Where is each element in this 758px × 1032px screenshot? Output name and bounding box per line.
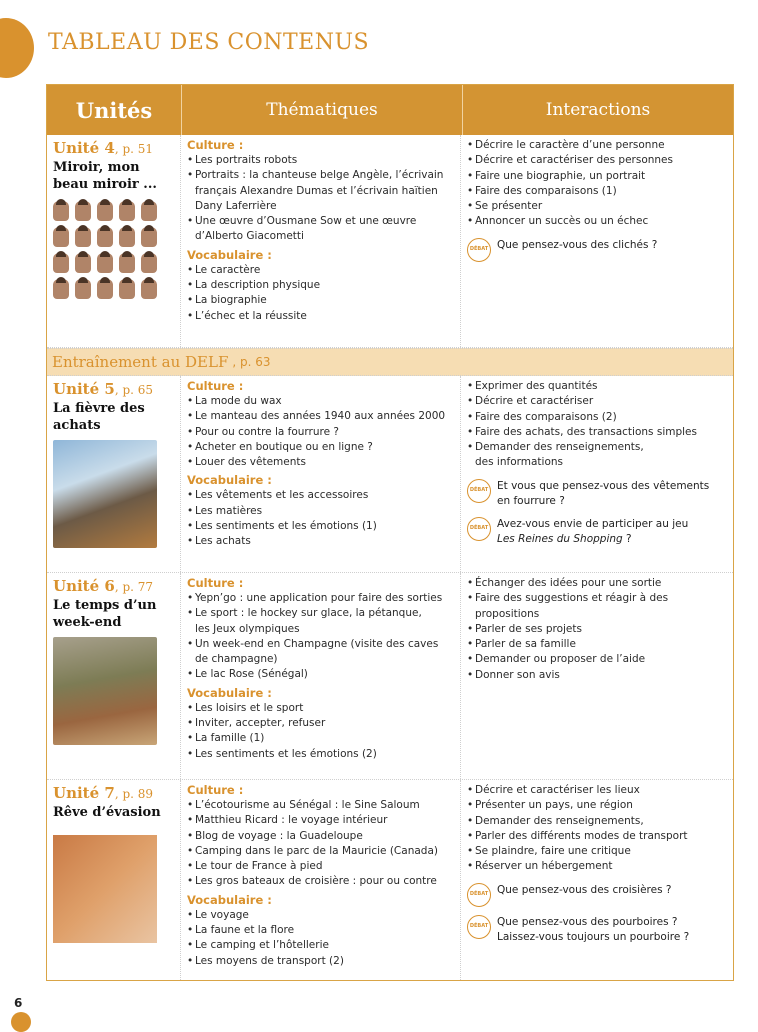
vocabulary-item-list: [187, 908, 456, 969]
unit-row: [47, 135, 733, 348]
culture-item: [187, 394, 456, 409]
culture-item-text: les Jeux olympiques: [195, 622, 300, 635]
culture-item: [187, 440, 456, 455]
culture-item: [187, 844, 456, 859]
culture-item-list: [187, 153, 456, 245]
unit-title-line: Rêve d’évasion: [53, 805, 161, 820]
culture-item-text: • Le tour de France à pied: [195, 860, 323, 873]
unit-heading: [53, 784, 180, 803]
vocabulary-item-text: • L’échec et la réussite: [195, 309, 307, 322]
unit-number: Unité 4: [53, 139, 115, 157]
portrait-photo: [53, 279, 69, 299]
interaction-item-list: [467, 576, 727, 683]
vocabulary-item-text: • Les matières: [195, 504, 263, 517]
themes-cell: [181, 376, 461, 572]
interaction-item-text: • Réserver un hébergement: [475, 860, 613, 873]
vocabulary-item-text: • La famille (1): [195, 732, 265, 745]
vocabulary-item-list: [187, 263, 456, 324]
culture-label: Culture :: [187, 379, 244, 393]
culture-label: Culture :: [187, 138, 244, 152]
interaction-item-text: • Demander des renseignements,: [475, 441, 644, 454]
vocabulary-item: [187, 747, 456, 762]
unit-page: , p. 65: [114, 383, 154, 397]
culture-item: [187, 455, 456, 470]
culture-item-text: • Le manteau des années 1940 aux années 2000: [195, 410, 446, 423]
shopping-mall-photo: [53, 440, 157, 548]
culture-item: [187, 667, 456, 682]
unit-cell: [47, 780, 181, 980]
debate-text: [497, 883, 671, 898]
culture-item: [187, 874, 456, 889]
vocabulary-item-text: • Le voyage: [195, 908, 249, 921]
unit-title: [53, 400, 180, 434]
culture-item-list: [187, 394, 456, 470]
vocabulary-item: [187, 263, 456, 278]
interaction-item-text: • Échanger des idées pour une sortie: [475, 577, 662, 589]
unit-page: , p. 77: [114, 580, 154, 594]
unit-title-line: Miroir, mon: [53, 160, 140, 175]
portrait-photo: [75, 279, 91, 299]
themes-cell: [181, 780, 461, 980]
interaction-item-text: • Parler des différents modes de transport: [475, 829, 688, 842]
culture-item-list: [187, 798, 456, 890]
header-units: Unités: [47, 85, 182, 135]
vocabulary-item-text: • La faune et la flore: [195, 924, 295, 937]
unit-heading: [53, 380, 180, 399]
portrait-photo: [141, 253, 157, 273]
chapter-tab-marker: [0, 18, 34, 78]
unit-title: [53, 159, 180, 193]
debate-question: Avez-vous envie de participer au jeu: [497, 517, 689, 530]
debate-text: [497, 479, 709, 509]
interaction-item: [467, 637, 727, 652]
vocabulary-item-text: • Les moyens de transport (2): [195, 954, 344, 967]
interaction-item-text: • Décrire et caractériser: [475, 395, 594, 408]
vocabulary-item-text: • Les sentiments et les émotions (2): [195, 747, 377, 760]
header-themes: Thématiques: [182, 85, 463, 135]
unit-number: Unité 7: [53, 784, 115, 802]
vocabulary-item: [187, 534, 456, 549]
debate-question-cont: Laissez-vous toujours un pourboire ?: [497, 930, 690, 943]
vocabulary-item-list: [187, 701, 456, 762]
vocabulary-item: [187, 278, 456, 293]
interaction-item-list: [467, 138, 727, 230]
debate-question: Et vous que pensez-vous des vêtements: [497, 479, 710, 492]
vocabulary-label: Vocabulaire :: [187, 685, 272, 700]
culture-item-text: • Le lac Rose (Sénégal): [195, 668, 308, 681]
debate-prompt: [467, 883, 727, 907]
vocabulary-item: [187, 731, 456, 746]
interaction-item-text: • Décrire et caractériser les lieux: [475, 784, 640, 796]
interaction-item: [467, 394, 727, 409]
interaction-item-text: • Faire une biographie, un portrait: [475, 169, 646, 182]
vocabulary-item-text: • Inviter, accepter, refuser: [195, 717, 326, 730]
culture-item-text: • Les portraits robots: [195, 154, 298, 166]
interaction-item: [467, 783, 727, 798]
debate-icon: DÉBAT: [467, 883, 491, 907]
table-header: [47, 85, 733, 135]
culture-item: [187, 168, 456, 214]
unit-page: , p. 89: [114, 787, 154, 801]
debate-prompt: [467, 517, 727, 547]
portrait-photo: [97, 227, 113, 247]
portrait-photo: [53, 253, 69, 273]
interaction-item: [467, 184, 727, 199]
interaction-item: [467, 668, 727, 683]
unit-title-line: beau miroir ...: [53, 177, 157, 192]
culture-item: [187, 829, 456, 844]
debate-text: [497, 915, 689, 945]
culture-item: [187, 425, 456, 440]
portrait-photo: [97, 201, 113, 221]
themes-cell: [181, 135, 461, 347]
debate-icon: DÉBAT: [467, 517, 491, 541]
interaction-item: [467, 379, 727, 394]
unit-cell: [47, 376, 181, 572]
portrait-photo: [75, 227, 91, 247]
contents-table: [46, 84, 734, 981]
unit-title: [53, 804, 180, 821]
interaction-item: [467, 622, 727, 637]
debate-prompt: [467, 915, 727, 945]
culture-item: [187, 214, 456, 245]
interaction-item-text: • Se présenter: [475, 200, 543, 213]
unit-title-line: La fièvre des: [53, 401, 145, 416]
culture-item-text: • Louer des vêtements: [195, 456, 306, 469]
vocabulary-item-text: • La description physique: [195, 279, 321, 292]
interaction-item: [467, 214, 727, 229]
vocabulary-item: [187, 488, 456, 503]
interaction-item-text: • Demander ou proposer de l’aide: [475, 653, 646, 666]
portrait-photo: [97, 279, 113, 299]
unit-title-line: week-end: [53, 615, 122, 630]
vocabulary-item: [187, 519, 456, 534]
interaction-item-list: [467, 379, 727, 471]
picnic-photo: [53, 637, 157, 745]
unit-row: [47, 573, 733, 780]
culture-item: [187, 859, 456, 874]
debate-prompt: [467, 479, 727, 509]
interaction-item: [467, 814, 727, 829]
interactions-cell: [461, 135, 731, 347]
unit-number: Unité 6: [53, 577, 115, 595]
debate-text: [497, 238, 657, 253]
page-number: 6: [14, 996, 23, 1010]
interaction-item-text: • Décrire et caractériser des personnes: [475, 154, 673, 167]
culture-item-text: • Pour ou contre la fourrure ?: [195, 425, 339, 438]
debate-prompt: [467, 238, 727, 262]
interaction-item-text: • Faire des comparaisons (2): [475, 410, 617, 423]
culture-item-text: français Alexandre Dumas et l’écrivain haïtien: [195, 184, 438, 197]
interactions-cell: [461, 573, 731, 779]
unit-page: , p. 51: [114, 142, 154, 156]
portrait-photo: [141, 201, 157, 221]
debate-question: Que pensez-vous des clichés ?: [497, 238, 658, 251]
delf-page: , p. 63: [232, 355, 271, 369]
vocabulary-label: Vocabulaire :: [187, 892, 272, 907]
themes-cell: [181, 573, 461, 779]
culture-item-text: de champagne): [195, 653, 278, 666]
portrait-photo-grid: [53, 201, 157, 299]
interaction-item-text: • Parler de ses projets: [475, 622, 582, 635]
interaction-item: [467, 798, 727, 813]
vocabulary-item-text: • Le camping et l’hôtellerie: [195, 939, 329, 952]
debate-question: Que pensez-vous des croisières ?: [497, 883, 672, 896]
culture-item: [187, 153, 456, 168]
vocabulary-item-text: • Le caractère: [195, 263, 261, 276]
interaction-item-text: • Donner son avis: [475, 668, 560, 681]
portrait-photo: [119, 253, 135, 273]
vocabulary-item: [187, 716, 456, 731]
interaction-item-text: • Exprimer des quantités: [475, 380, 598, 392]
vocabulary-item: [187, 923, 456, 938]
vocabulary-item: [187, 954, 456, 969]
culture-item-text: • L’écotourisme au Sénégal : le Sine Saloum: [195, 799, 420, 811]
interaction-item-text: • Se plaindre, faire une critique: [475, 845, 631, 858]
vocabulary-item-text: • Les achats: [195, 535, 251, 548]
interaction-item: [467, 652, 727, 667]
interaction-item-text: • Parler de sa famille: [475, 638, 576, 651]
interaction-item-text: • Demander des renseignements,: [475, 814, 644, 827]
vocabulary-item-text: • Les loisirs et le sport: [195, 701, 304, 714]
debate-show-title: Les Reines du Shopping: [497, 532, 623, 545]
debate-suffix: ?: [622, 532, 632, 545]
culture-item-text: • Acheter en boutique ou en ligne ?: [195, 440, 373, 453]
delf-label: Entraînement au DELF: [52, 353, 229, 371]
interaction-item-text: • Décrire le caractère d’une personne: [475, 139, 665, 151]
culture-item-text: • La mode du wax: [195, 395, 282, 407]
unit-cell: [47, 573, 181, 779]
interaction-item: [467, 440, 727, 471]
unit-title-line: achats: [53, 418, 101, 433]
unit-cell: [47, 135, 181, 347]
interaction-item-text: • Annoncer un succès ou un échec: [475, 215, 649, 228]
interaction-item-text: propositions: [475, 607, 540, 620]
culture-item: [187, 591, 456, 606]
portrait-photo: [141, 279, 157, 299]
interaction-item: [467, 425, 727, 440]
culture-item-text: • Une œuvre d’Ousmane Sow et une œuvre: [195, 215, 417, 228]
culture-item-text: • Portraits : la chanteuse belge Angèle, l’écrivain: [195, 169, 444, 182]
unit-heading: [53, 577, 180, 596]
interaction-item: [467, 844, 727, 859]
vocabulary-item-list: [187, 488, 456, 549]
interaction-item-list: [467, 783, 727, 875]
debate-icon: DÉBAT: [467, 479, 491, 503]
interaction-item: [467, 859, 727, 874]
culture-item-text: • Les gros bateaux de croisière : pour ou contre: [195, 875, 437, 888]
vocabulary-item: [187, 504, 456, 519]
interactions-cell: [461, 376, 731, 572]
interaction-item-text: • Présenter un pays, une région: [475, 799, 633, 812]
vocabulary-item: [187, 908, 456, 923]
portrait-photo: [119, 201, 135, 221]
vocabulary-item-text: • La biographie: [195, 294, 267, 307]
vocabulary-item-text: • Les sentiments et les émotions (1): [195, 520, 377, 533]
culture-item-text: • Blog de voyage : la Guadeloupe: [195, 829, 363, 842]
unit-title: [53, 597, 180, 631]
interaction-item: [467, 138, 727, 153]
interaction-item: [467, 199, 727, 214]
culture-item-text: • Le sport : le hockey sur glace, la pétanque,: [195, 607, 422, 620]
culture-item: [187, 606, 456, 637]
culture-item-list: [187, 591, 456, 683]
culture-item: [187, 637, 456, 668]
debate-question-cont: en fourrure ?: [497, 494, 565, 507]
culture-item-text: • Matthieu Ricard : le voyage intérieur: [195, 814, 388, 827]
unit-heading: [53, 139, 180, 158]
interactions-cell: [461, 780, 731, 980]
delf-band: [47, 348, 733, 376]
interaction-item-text: • Faire des suggestions et réagir à des: [475, 592, 669, 605]
vocabulary-item: [187, 293, 456, 308]
debate-question: Que pensez-vous des pourboires ?: [497, 915, 678, 928]
portrait-photo: [119, 279, 135, 299]
desert-aerial-photo: [53, 835, 157, 943]
page-corner-marker: [11, 1012, 31, 1032]
unit-title-line: Le temps d’un: [53, 598, 157, 613]
culture-label: Culture :: [187, 783, 244, 797]
culture-item: [187, 798, 456, 813]
culture-item: [187, 409, 456, 424]
header-interactions: Interactions: [545, 100, 651, 120]
debate-text: [497, 517, 688, 547]
portrait-photo: [75, 253, 91, 273]
interaction-item-text: des informations: [475, 456, 564, 469]
interaction-item: [467, 591, 727, 622]
culture-item: [187, 813, 456, 828]
page-title: TABLEAU DES CONTENUS: [48, 30, 370, 55]
unit-row: [47, 780, 733, 980]
interaction-item: [467, 576, 727, 591]
culture-label: Culture :: [187, 576, 244, 590]
interaction-item: [467, 410, 727, 425]
vocabulary-item: [187, 938, 456, 953]
debate-icon: DÉBAT: [467, 915, 491, 939]
interaction-item: [467, 153, 727, 168]
vocabulary-label: Vocabulaire :: [187, 247, 272, 262]
portrait-photo: [53, 201, 69, 221]
culture-item-text: Dany Laferrière: [195, 199, 277, 212]
portrait-photo: [141, 227, 157, 247]
unit-number: Unité 5: [53, 380, 115, 398]
portrait-photo: [53, 227, 69, 247]
culture-item-text: • Yepn’go : une application pour faire des sorties: [195, 592, 443, 604]
interaction-item-text: • Faire des achats, des transactions simples: [475, 425, 697, 438]
unit-row: [47, 376, 733, 573]
portrait-photo: [119, 227, 135, 247]
vocabulary-item: [187, 701, 456, 716]
portrait-photo: [75, 201, 91, 221]
culture-item-text: • Camping dans le parc de la Mauricie (Canada): [195, 844, 438, 857]
interaction-item: [467, 169, 727, 184]
interaction-item: [467, 829, 727, 844]
vocabulary-item: [187, 309, 456, 324]
debate-icon: DÉBAT: [467, 238, 491, 262]
culture-item-text: d’Alberto Giacometti: [195, 230, 304, 243]
culture-item-text: • Un week-end en Champagne (visite des caves: [195, 637, 439, 650]
interaction-item-text: • Faire des comparaisons (1): [475, 184, 617, 197]
vocabulary-item-text: • Les vêtements et les accessoires: [195, 489, 369, 502]
portrait-photo: [97, 253, 113, 273]
vocabulary-label: Vocabulaire :: [187, 473, 272, 488]
